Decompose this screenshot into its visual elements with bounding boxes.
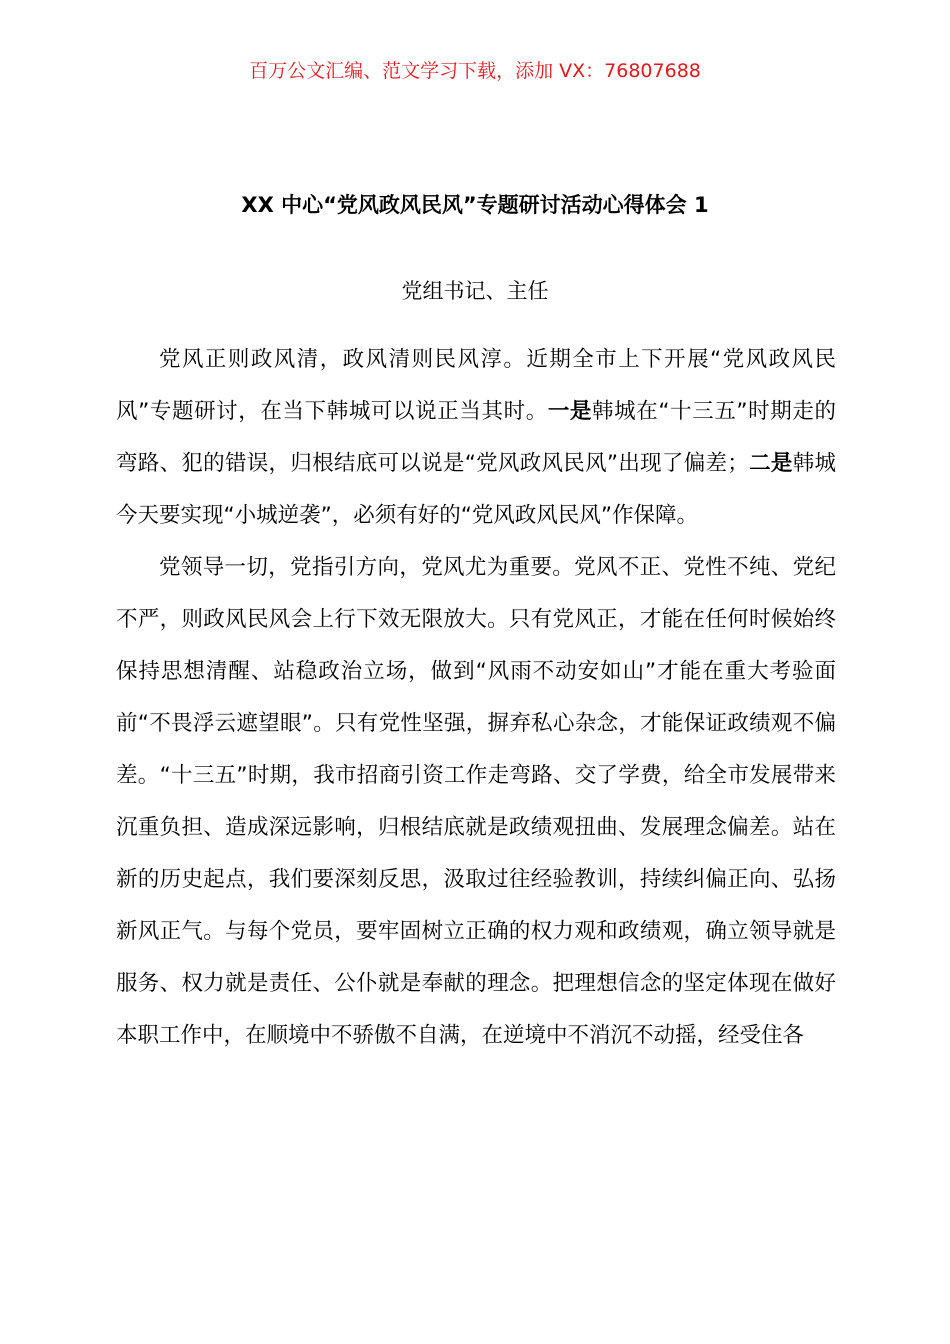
header-banner: 百万公文汇编、范文学习下载，添加 VX：76807688 xyxy=(249,60,701,82)
paragraph-1-part-1: 党风正则政风清，政风清则民风淳。近期全市上下开展“党风政风民风”专题研讨，在当下韩城可以说正当其时。 xyxy=(116,347,836,424)
paragraph-1-bold-1: 一是 xyxy=(547,399,593,424)
document-title: XX 中心“党风政风民风”专题研讨活动心得体会 1 xyxy=(241,193,709,217)
document-author: 党组书记、主任 xyxy=(401,279,549,303)
paragraph-2: 党领导一切，党指引方向，党风尤为重要。党风不正、党性不纯、党纪不严，则政风民风会上行下效无限放大。只有党风正，才能在任何时候始终保持思想清醒、站稳政治立场，做到“风雨不动安如山”才能在重大考验面前“不畏浮云遮望眼”。只有党性坚强，摒弃私心杂念，才能保证政绩观不偏差。“十三五”时期，我市招商引资工作走弯路、交了学费，给全市发展带来沉重负担、造成深远影响，归根结底就是政绩观扭曲、发展理念偏差。站在新的历史起点，我们要深刻反思，汲取过往经验教训，持续纠偏正向、弘扬新风正气。与每个党员，要牢固树立正确的权力观和政绩观，确立领导就是服务、权力就是责任、公仆就是奉献的理念。把理想信念的坚定体现在做好本职工作中，在顺境中不骄傲不自满，在逆境中不消沉不动摇，经受住各 xyxy=(116,555,836,1048)
paragraph-1-bold-2: 二是 xyxy=(748,451,793,476)
paragraph-1-part-2: 韩城在“十三五”时期走的弯路、犯的错误，归根结底可以说是“党风政风民风”出现了偏差； xyxy=(116,399,836,476)
paragraph-1 xyxy=(116,334,836,542)
paragraph-1-part-3: 韩城今天要实现“小城逆袭”，必须有好的“党风政风民风”作保障。 xyxy=(116,451,836,528)
document-body xyxy=(116,334,836,1062)
